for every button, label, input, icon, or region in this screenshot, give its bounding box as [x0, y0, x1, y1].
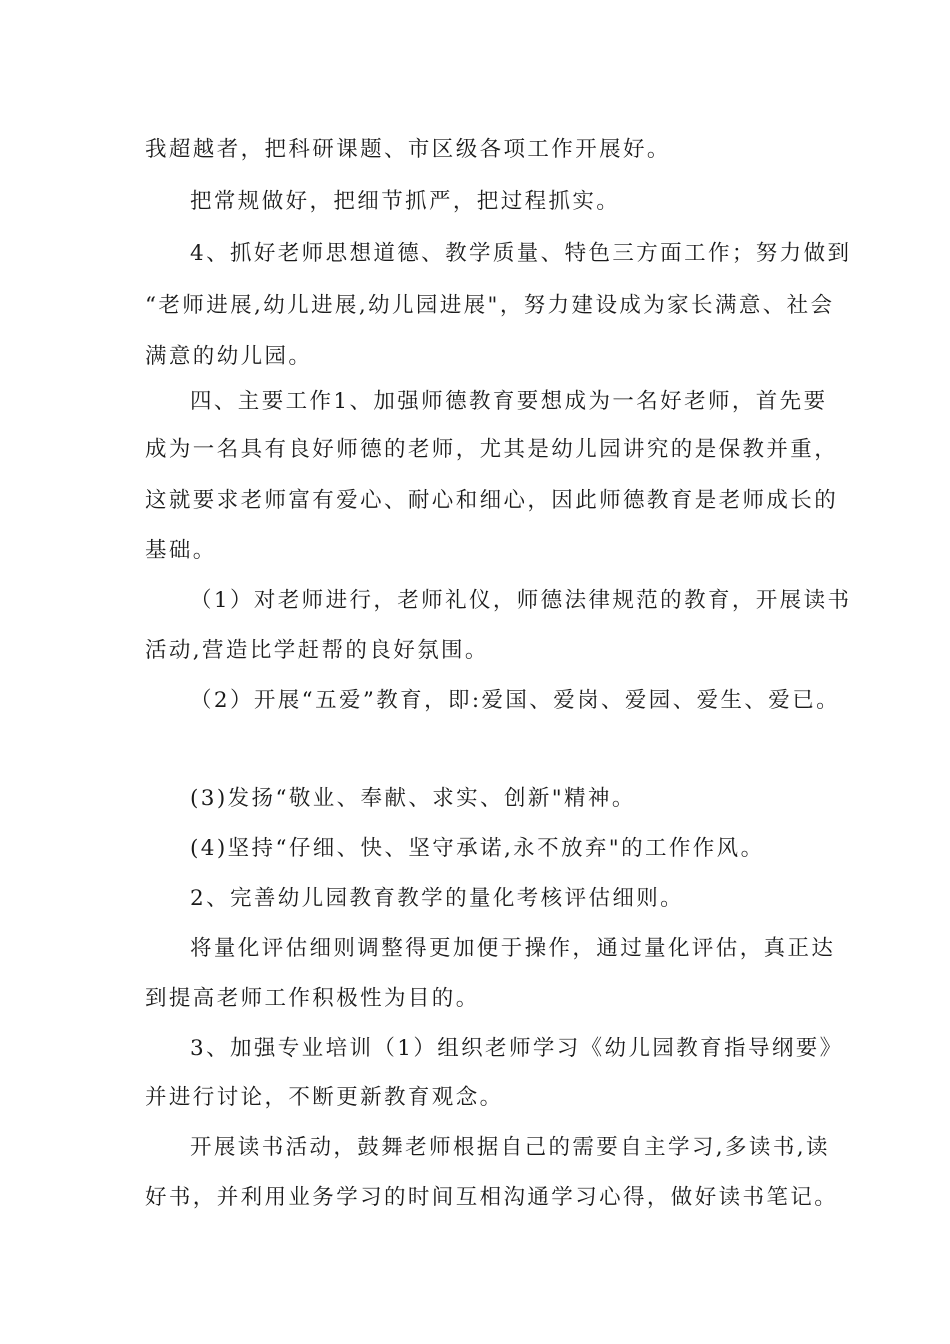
- text-line: 4、抓好老师思想道德、教学质量、特色三方面工作；努力做到: [190, 241, 852, 266]
- text-line: (3)发扬“敬业、奉献、求实、创新"精神。: [190, 786, 636, 811]
- text-line: 满意的幼儿园。: [145, 344, 313, 369]
- text-line: 成为一名具有良好师德的老师，尤其是幼儿园讲究的是保教并重，: [145, 437, 839, 462]
- text-line: 并进行讨论，不断更新教育观念。: [145, 1085, 504, 1110]
- text-line: 将量化评估细则调整得更加便于操作，通过量化评估，真正达: [190, 936, 836, 961]
- text-line: （2）开展“五爱”教育，即:爱国、爱岗、爱园、爱生、爱已。: [190, 688, 841, 713]
- text-line: 把常规做好，把细节抓严，把过程抓实。: [190, 189, 621, 214]
- text-line: (4)坚持“仔细、快、坚守承诺,永不放弃"的工作作风。: [190, 836, 765, 861]
- text-line: 到提高老师工作积极性为目的。: [145, 986, 480, 1011]
- text-line: 3、加强专业培训（1）组织老师学习《幼儿园教育指导纲要》: [190, 1036, 844, 1061]
- text-line: 2、完善幼儿园教育教学的量化考核评估细则。: [190, 886, 685, 911]
- text-line: 这就要求老师富有爱心、耐心和细心，因此师德教育是老师成长的: [145, 488, 839, 513]
- text-line: 四、主要工作1、加强师德教育要想成为一名好老师，首先要: [190, 389, 828, 414]
- text-line: （1）对老师进行，老师礼仪，师德法律规范的教育，开展读书: [190, 588, 852, 613]
- text-line: 活动,营造比学赶帮的良好氛围。: [145, 638, 489, 663]
- text-line: 开展读书活动，鼓舞老师根据自己的需要自主学习,多读书,读: [190, 1135, 830, 1160]
- text-line: 好书，并利用业务学习的时间互相沟通学习心得，做好读书笔记。: [145, 1185, 839, 1210]
- text-line: 基础。: [145, 538, 217, 563]
- text-line: 我超越者，把科研课题、市区级各项工作开展好。: [145, 137, 671, 162]
- text-line: “老师进展,幼儿进展,幼儿园进展"，努力建设成为家长满意、社会: [145, 293, 835, 318]
